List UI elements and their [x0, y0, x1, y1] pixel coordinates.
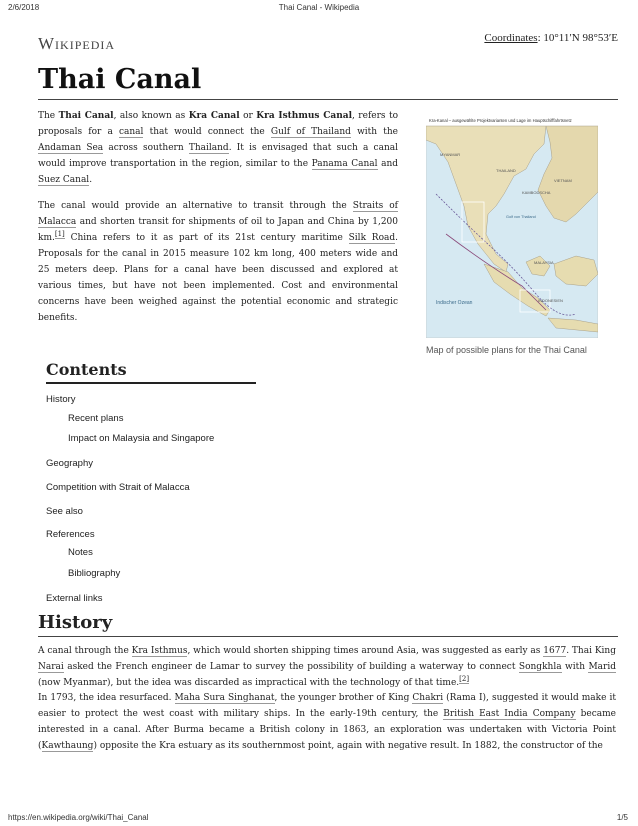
link-narai[interactable]: Narai — [38, 662, 64, 672]
ref-2[interactable]: [2] — [459, 675, 470, 683]
history-paragraph-2: In 1793, the idea resurfaced. Maha Sura Singhanat, the younger brother of King Chakri (Rama I), suggested it would make it easier to protect the west coast with military ships. In the early-19th century, the British East India Company became interested in a canal. After Burma became a British colony in 1863, an exploration was undertaken with Victoria Point (Kawthaung) opposite the Kra estuary as its southernmost point, again with negative result. In 1882, the constructor of the — [38, 693, 617, 751]
toc-item-recent-plans[interactable]: Recent plans — [68, 413, 124, 424]
toc-title: Contents — [46, 360, 127, 379]
link-canal[interactable]: canal — [118, 127, 144, 137]
map-label-ozean: Indischer Ozean — [436, 300, 473, 306]
lead-paragraph-2: The canal would provide an alternative to transit through the Straits of Malacca and shorten transit for shipments of oil to Japan and China by 1,200 km.[1] China refers to it as part of its 21st century maritime Silk Road. Proposals for the canal in 2015 measure 102 km long, 400 meters wide and 25 meters deep. Plans for a canal have been discussed and explored at various times, but have not been implemented. Cost and environmental concerns have been weighed against the potential economic and strategic benefits. — [38, 201, 398, 323]
toc-item-competition[interactable]: Competition with Strait of Malacca — [46, 482, 190, 493]
map-caption: Map of possible plans for the Thai Canal — [426, 345, 587, 355]
link-andaman-sea[interactable]: Andaman Sea — [38, 143, 104, 153]
link-kawthaung[interactable]: Kawthaung — [41, 741, 94, 751]
print-date: 2/6/2018 — [8, 3, 40, 12]
map-label-kambodscha: KAMBODSCHA — [522, 190, 551, 195]
history-divider — [38, 636, 618, 637]
link-maha-sura-singhanat[interactable]: Maha Sura Singhanat — [174, 693, 275, 703]
print-title: Thai Canal - Wikipedia — [278, 3, 360, 12]
coordinates: Coordinates: 10°11′N 98°53′E — [484, 32, 618, 44]
history-paragraph-1: A canal through the Kra Isthmus, which would shorten shipping times around Asia, was suggested as early as 1677. Thai King Narai asked the French engineer de Lamar to survey the possibility of building a waterway to connect Songkhla with Marid (now Myanmar), but the idea was discarded as impractical with the technology of that time.[2] — [38, 646, 616, 688]
toc-divider — [46, 382, 256, 384]
link-silk-road[interactable]: Silk Road — [348, 233, 396, 243]
toc-item-history[interactable]: History — [46, 394, 76, 405]
ref-1[interactable]: [1] — [54, 230, 65, 238]
link-1677[interactable]: 1677 — [543, 646, 567, 656]
link-marid[interactable]: Marid — [588, 662, 616, 672]
print-url: https://en.wikipedia.org/wiki/Thai_Canal — [8, 813, 149, 822]
map-label-golf: Golf von Thailand — [506, 215, 536, 219]
title-divider — [38, 99, 618, 100]
toc-item-references[interactable]: References — [46, 529, 95, 540]
toc-item-external-links[interactable]: External links — [46, 593, 103, 604]
map-label-indonesien: INDONESIEN — [538, 298, 563, 303]
coordinates-value[interactable]: 10°11′N 98°53′E — [543, 32, 618, 44]
link-kra-isthmus[interactable]: Kra Isthmus — [131, 646, 188, 656]
toc-item-notes[interactable]: Notes — [68, 547, 93, 558]
toc-item-bibliography[interactable]: Bibliography — [68, 568, 121, 579]
link-straits-of-malacca[interactable]: Straits of Malacca — [38, 201, 398, 227]
link-gulf-of-thailand[interactable]: Gulf of Thailand — [270, 127, 351, 137]
coordinates-label[interactable]: Coordinates — [484, 32, 538, 44]
toc-item-impact[interactable]: Impact on Malaysia and Singapore — [68, 433, 215, 444]
toc-item-see-also[interactable]: See also — [46, 506, 83, 517]
page-title: Thai Canal — [38, 64, 202, 95]
print-page-number: 1/5 — [616, 813, 628, 822]
link-chakri[interactable]: Chakri — [412, 693, 444, 703]
section-heading-history: History — [38, 612, 113, 633]
link-thailand[interactable]: Thailand — [188, 143, 229, 153]
map-label-myanmar: MYANMAR — [440, 152, 461, 157]
map-label-malaysia: MALAYSIA — [534, 260, 554, 265]
link-panama-canal[interactable]: Panama Canal — [311, 159, 378, 169]
map-label-vietnam: VIETNAM — [554, 178, 572, 183]
link-songkhla[interactable]: Songkhla — [518, 662, 562, 672]
map-label-thailand: THAILAND — [496, 168, 516, 173]
link-suez-canal[interactable]: Suez Canal — [38, 175, 90, 185]
kra-canal-map[interactable] — [426, 114, 598, 338]
wikipedia-logo[interactable]: Wikipedia — [38, 34, 116, 53]
map-header: Kra-Kanal – ausgewählte Projektvarianten und Lage im Hauptschifffahrtsnetz — [429, 118, 572, 123]
link-british-east-india-company[interactable]: British East India Company — [443, 709, 576, 719]
toc-item-geography[interactable]: Geography — [46, 458, 94, 469]
lead-paragraph-1: The Thai Canal, also known as Kra Canal or Kra Isthmus Canal, refers to proposals for a canal that would connect the Gulf of Thailand with the Andaman Sea across southern Thailand. It is envisaged that such a canal would improve transportation in the region, similar to the Panama Canal and Suez Canal. — [38, 111, 399, 185]
